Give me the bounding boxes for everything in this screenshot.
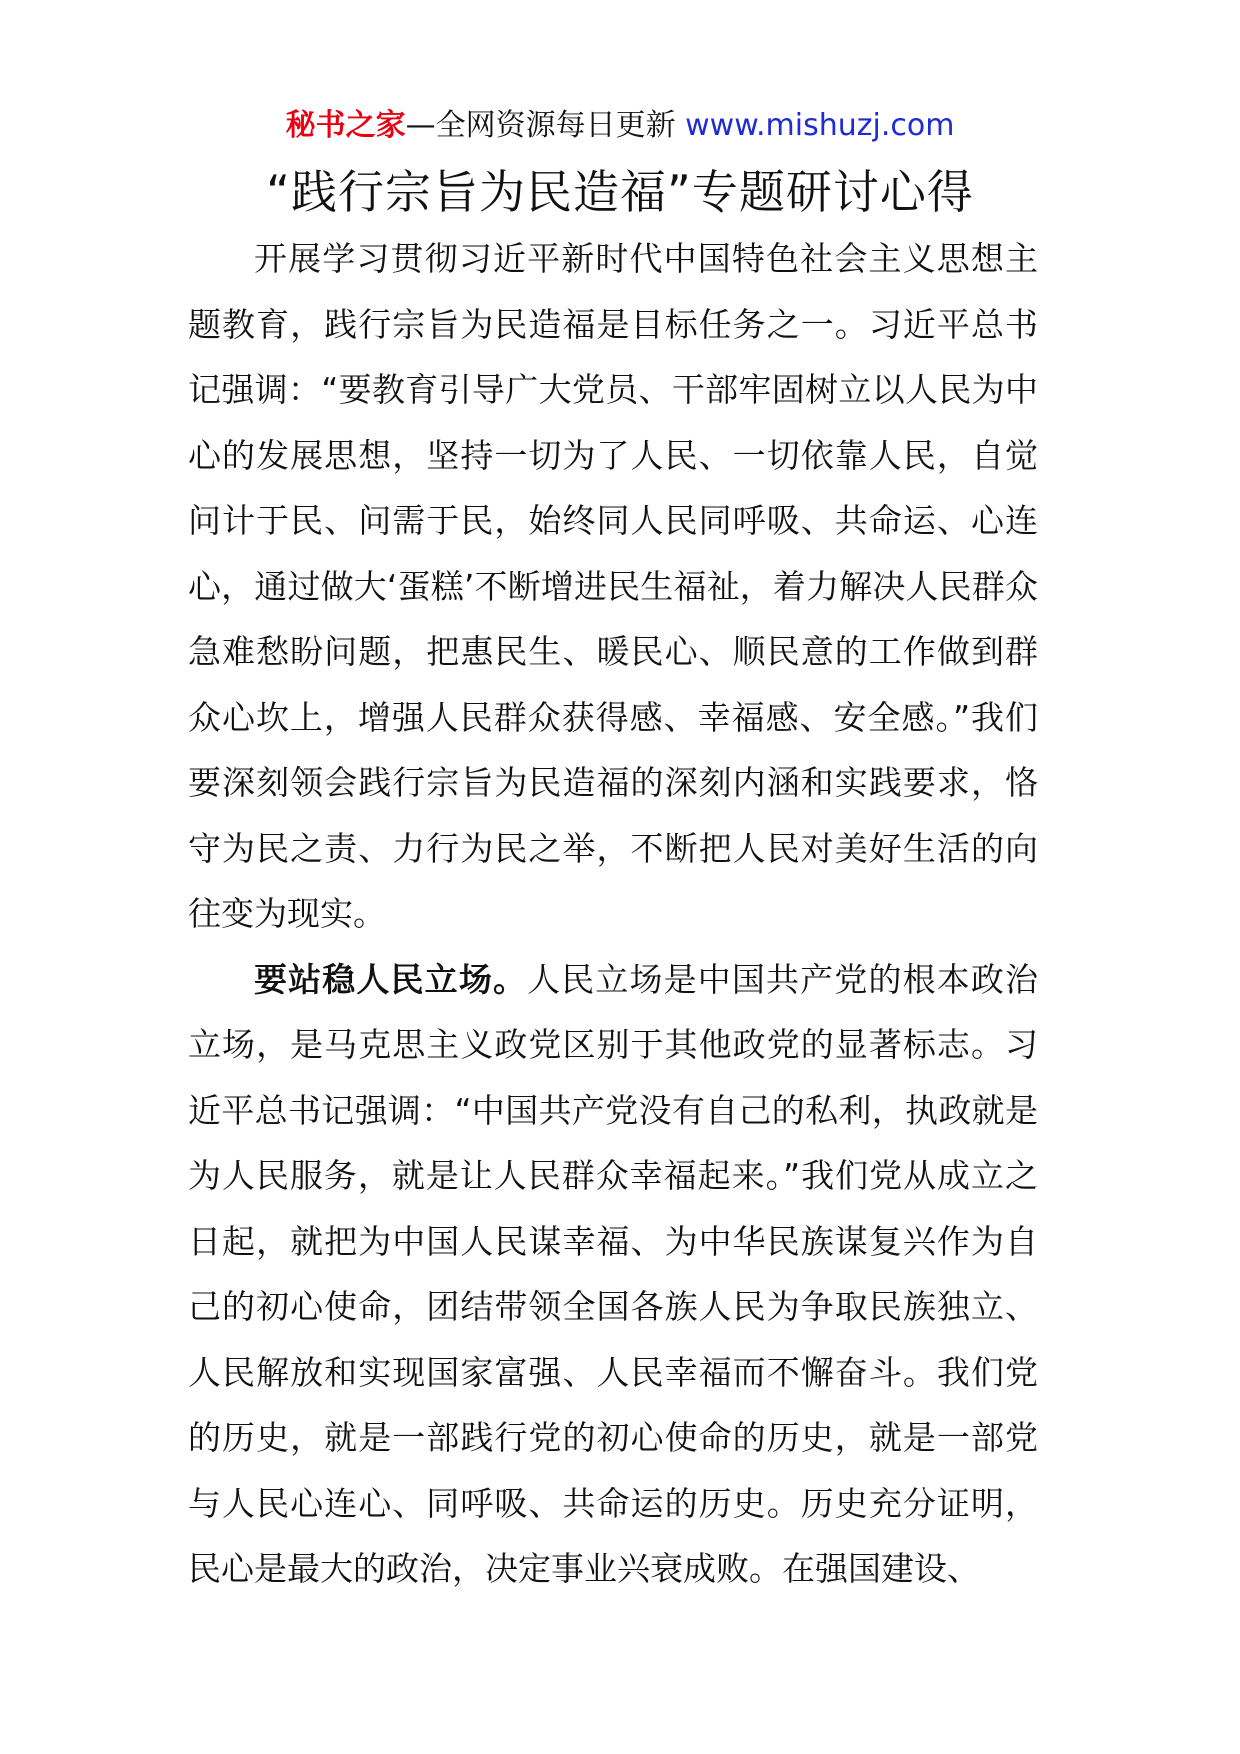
paragraph-lead: 要站稳人民立场。 [254,959,528,999]
site-name: 秘书之家 [285,108,406,143]
document-body [188,226,1038,1602]
paragraph [188,226,1038,947]
site-tagline: —全网资源每日更新 [405,108,686,143]
paragraph-text: 人民立场是中国共产党的根本政治立场，是马克思主义政党区别于其他政党的显著标志。习近平总书记强调：“中国共产党没有自己的私利，执政就是为人民服务，就是让人民群众幸福起来。”我们党从成立之日起，就把为中国人民谋幸福、为中华民族谋复兴作为自己的初心使命，团结带领全国各族人民为争取民族独立、人民解放和实现国家富强、人民幸福而不懈奋斗。我们党的历史，就是一部践行党的初心使命的历史，就是一部党与人民心连心、同呼吸、共命运的历史。历史充分证明，民心是最大的政治，决定事业兴衰成败。在强国建设、 [188,959,1039,1588]
site-header [0,98,1240,154]
document-title: “践行宗旨为民造福”专题研讨心得 [266,165,974,219]
paragraph-text: 开展学习贯彻习近平新时代中国特色社会主义思想主题教育，践行宗旨为民造福是目标任务之一。习近平总书记强调：“要教育引导广大党员、干部牢固树立以人民为中心的发展思想，坚持一切为了人民、一切依靠人民，自觉问计于民、问需于民，始终同人民同呼吸、共命运、心连心，通过做大‘蛋糕’不断增进民生福祉，着力解决人民群众急难愁盼问题，把惠民生、暖民心、顺民意的工作做到群众心坎上，增强人民群众获得感、幸福感、安全感。”我们要深刻领会践行宗旨为民造福的深刻内涵和实践要求，恪守为民之责、力行为民之举，不断把人民对美好生活的向往变为现实。 [188,239,1038,933]
paragraph [188,947,1038,1602]
site-url-link[interactable]: www.mishuzj.com [685,108,955,143]
